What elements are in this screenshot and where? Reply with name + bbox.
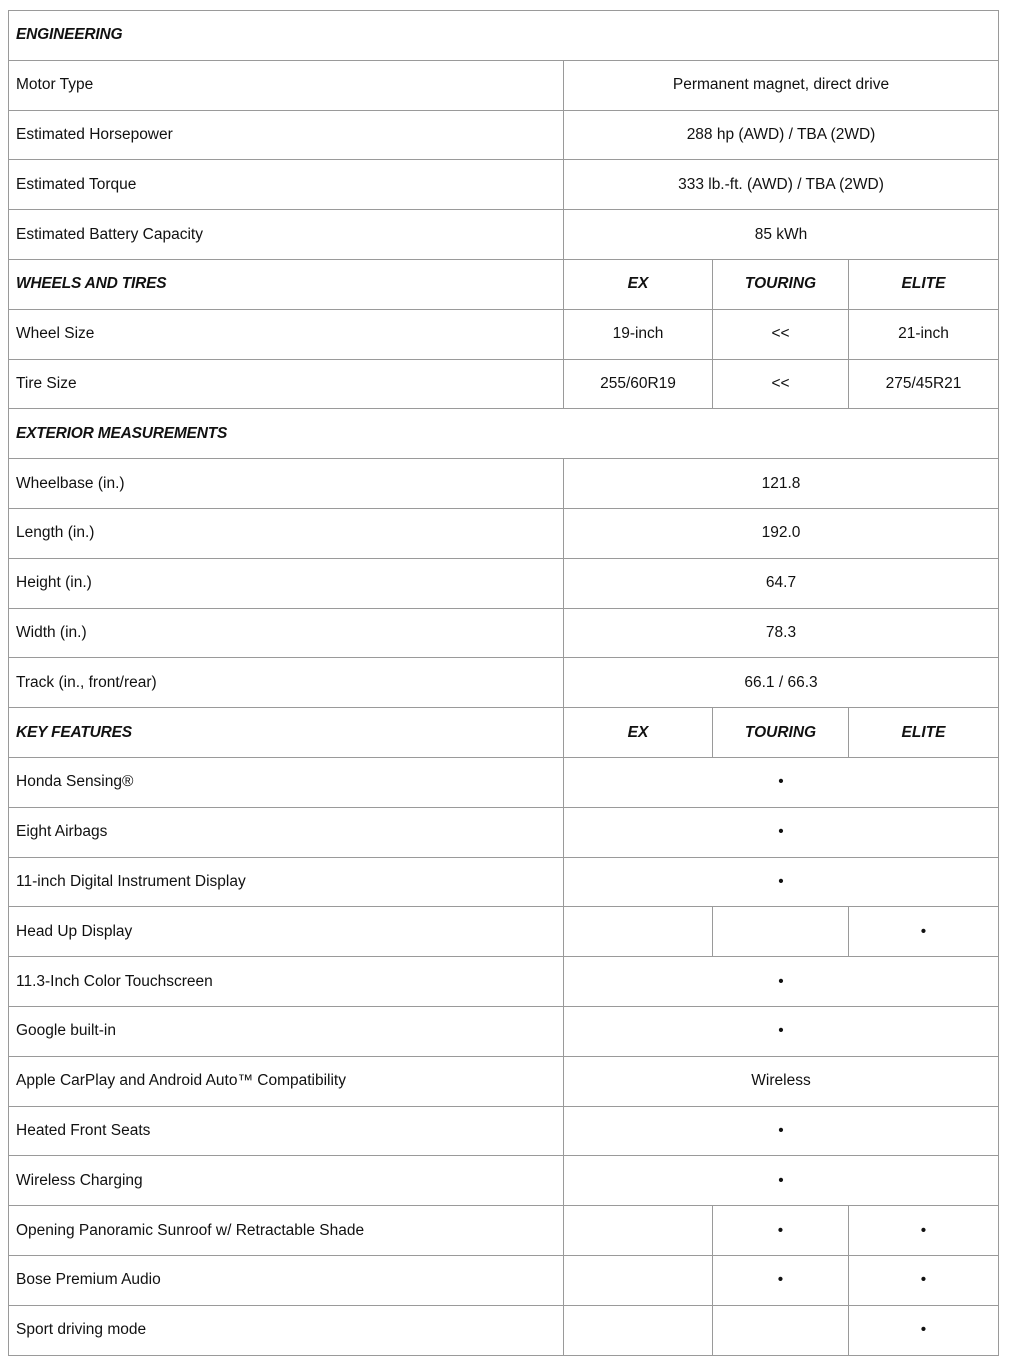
section-header-key-features [9, 708, 999, 758]
spec-value: Wireless [564, 1056, 999, 1106]
trim-header-touring: TOURING [713, 708, 849, 758]
spec-value: • [564, 957, 999, 1007]
spec-label: Honda Sensing® [9, 757, 564, 807]
spec-value: 288 hp (AWD) / TBA (2WD) [564, 110, 999, 160]
spec-value: • [564, 757, 999, 807]
trim-header-ex: EX [564, 708, 713, 758]
spec-label: Motor Type [9, 60, 564, 110]
spec-label: Sport driving mode [9, 1305, 564, 1355]
spec-row-11-3-inch-color-touchscreen [9, 957, 999, 1007]
spec-row-eight-airbags [9, 807, 999, 857]
spec-value: 78.3 [564, 608, 999, 658]
spec-label: Wheelbase (in.) [9, 459, 564, 509]
section-header-exterior-measurements [9, 409, 999, 459]
spec-row-sport-driving-mode [9, 1305, 999, 1355]
spec-value-elite: 275/45R21 [849, 359, 999, 409]
spec-value: • [564, 1156, 999, 1206]
spec-value: • [564, 857, 999, 907]
spec-row-wheelbase-in [9, 459, 999, 509]
spec-label: Eight Airbags [9, 807, 564, 857]
section-title: ENGINEERING [9, 11, 999, 61]
section-title: WHEELS AND TIRES [9, 259, 564, 309]
spec-value: 333 lb.-ft. (AWD) / TBA (2WD) [564, 160, 999, 210]
spec-value-elite: 21-inch [849, 309, 999, 359]
spec-label: Apple CarPlay and Android Auto™ Compatibility [9, 1056, 564, 1106]
spec-row-width-in [9, 608, 999, 658]
spec-value-touring: • [713, 1206, 849, 1256]
spec-value-touring: • [713, 1255, 849, 1305]
spec-label: Track (in., front/rear) [9, 658, 564, 708]
spec-value-touring [713, 907, 849, 957]
spec-row-track-in-front-rear [9, 658, 999, 708]
trim-header-ex: EX [564, 259, 713, 309]
spec-value-elite: • [849, 1206, 999, 1256]
spec-value: • [564, 807, 999, 857]
spec-value-ex [564, 1305, 713, 1355]
spec-value: 192.0 [564, 508, 999, 558]
spec-value-ex [564, 907, 713, 957]
spec-row-head-up-display [9, 907, 999, 957]
spec-label: Estimated Horsepower [9, 110, 564, 160]
section-header-engineering [9, 11, 999, 61]
spec-value: 66.1 / 66.3 [564, 658, 999, 708]
spec-table [8, 10, 999, 1356]
spec-row-heated-front-seats [9, 1106, 999, 1156]
spec-value-ex [564, 1206, 713, 1256]
spec-label: Wheel Size [9, 309, 564, 359]
spec-label: Google built-in [9, 1006, 564, 1056]
spec-label: Opening Panoramic Sunroof w/ Retractable Shade [9, 1206, 564, 1256]
spec-label: Tire Size [9, 359, 564, 409]
section-title: EXTERIOR MEASUREMENTS [9, 409, 999, 459]
spec-label: Estimated Battery Capacity [9, 210, 564, 260]
spec-label: Bose Premium Audio [9, 1255, 564, 1305]
spec-label: Wireless Charging [9, 1156, 564, 1206]
spec-value-ex: 255/60R19 [564, 359, 713, 409]
spec-label: Heated Front Seats [9, 1106, 564, 1156]
spec-value: 85 kWh [564, 210, 999, 260]
spec-row-estimated-horsepower [9, 110, 999, 160]
spec-label: Width (in.) [9, 608, 564, 658]
spec-row-wheel-size [9, 309, 999, 359]
spec-label: Height (in.) [9, 558, 564, 608]
spec-label: Head Up Display [9, 907, 564, 957]
section-header-wheels-and-tires [9, 259, 999, 309]
spec-value-elite: • [849, 907, 999, 957]
spec-row-opening-panoramic-sunroof-w-retractable-shade [9, 1206, 999, 1256]
section-title: KEY FEATURES [9, 708, 564, 758]
spec-value: 64.7 [564, 558, 999, 608]
spec-row-wireless-charging [9, 1156, 999, 1206]
trim-header-touring: TOURING [713, 259, 849, 309]
spec-value: • [564, 1006, 999, 1056]
spec-value-ex [564, 1255, 713, 1305]
spec-value-elite: • [849, 1255, 999, 1305]
spec-label: Estimated Torque [9, 160, 564, 210]
spec-value-elite: • [849, 1305, 999, 1355]
spec-label: 11-inch Digital Instrument Display [9, 857, 564, 907]
spec-value-touring: << [713, 309, 849, 359]
spec-value: Permanent magnet, direct drive [564, 60, 999, 110]
spec-row-bose-premium-audio [9, 1255, 999, 1305]
spec-row-google-built-in [9, 1006, 999, 1056]
spec-value-touring [713, 1305, 849, 1355]
spec-value-touring: << [713, 359, 849, 409]
spec-row-apple-carplay-and-android-auto-compatibility [9, 1056, 999, 1106]
spec-value-ex: 19-inch [564, 309, 713, 359]
trim-header-elite: ELITE [849, 708, 999, 758]
spec-row-estimated-battery-capacity [9, 210, 999, 260]
spec-label: Length (in.) [9, 508, 564, 558]
spec-row-11-inch-digital-instrument-display [9, 857, 999, 907]
spec-value: 121.8 [564, 459, 999, 509]
spec-row-length-in [9, 508, 999, 558]
spec-row-motor-type [9, 60, 999, 110]
spec-row-height-in [9, 558, 999, 608]
spec-label: 11.3-Inch Color Touchscreen [9, 957, 564, 1007]
spec-row-estimated-torque [9, 160, 999, 210]
trim-header-elite: ELITE [849, 259, 999, 309]
spec-row-tire-size [9, 359, 999, 409]
spec-row-honda-sensing [9, 757, 999, 807]
spec-value: • [564, 1106, 999, 1156]
